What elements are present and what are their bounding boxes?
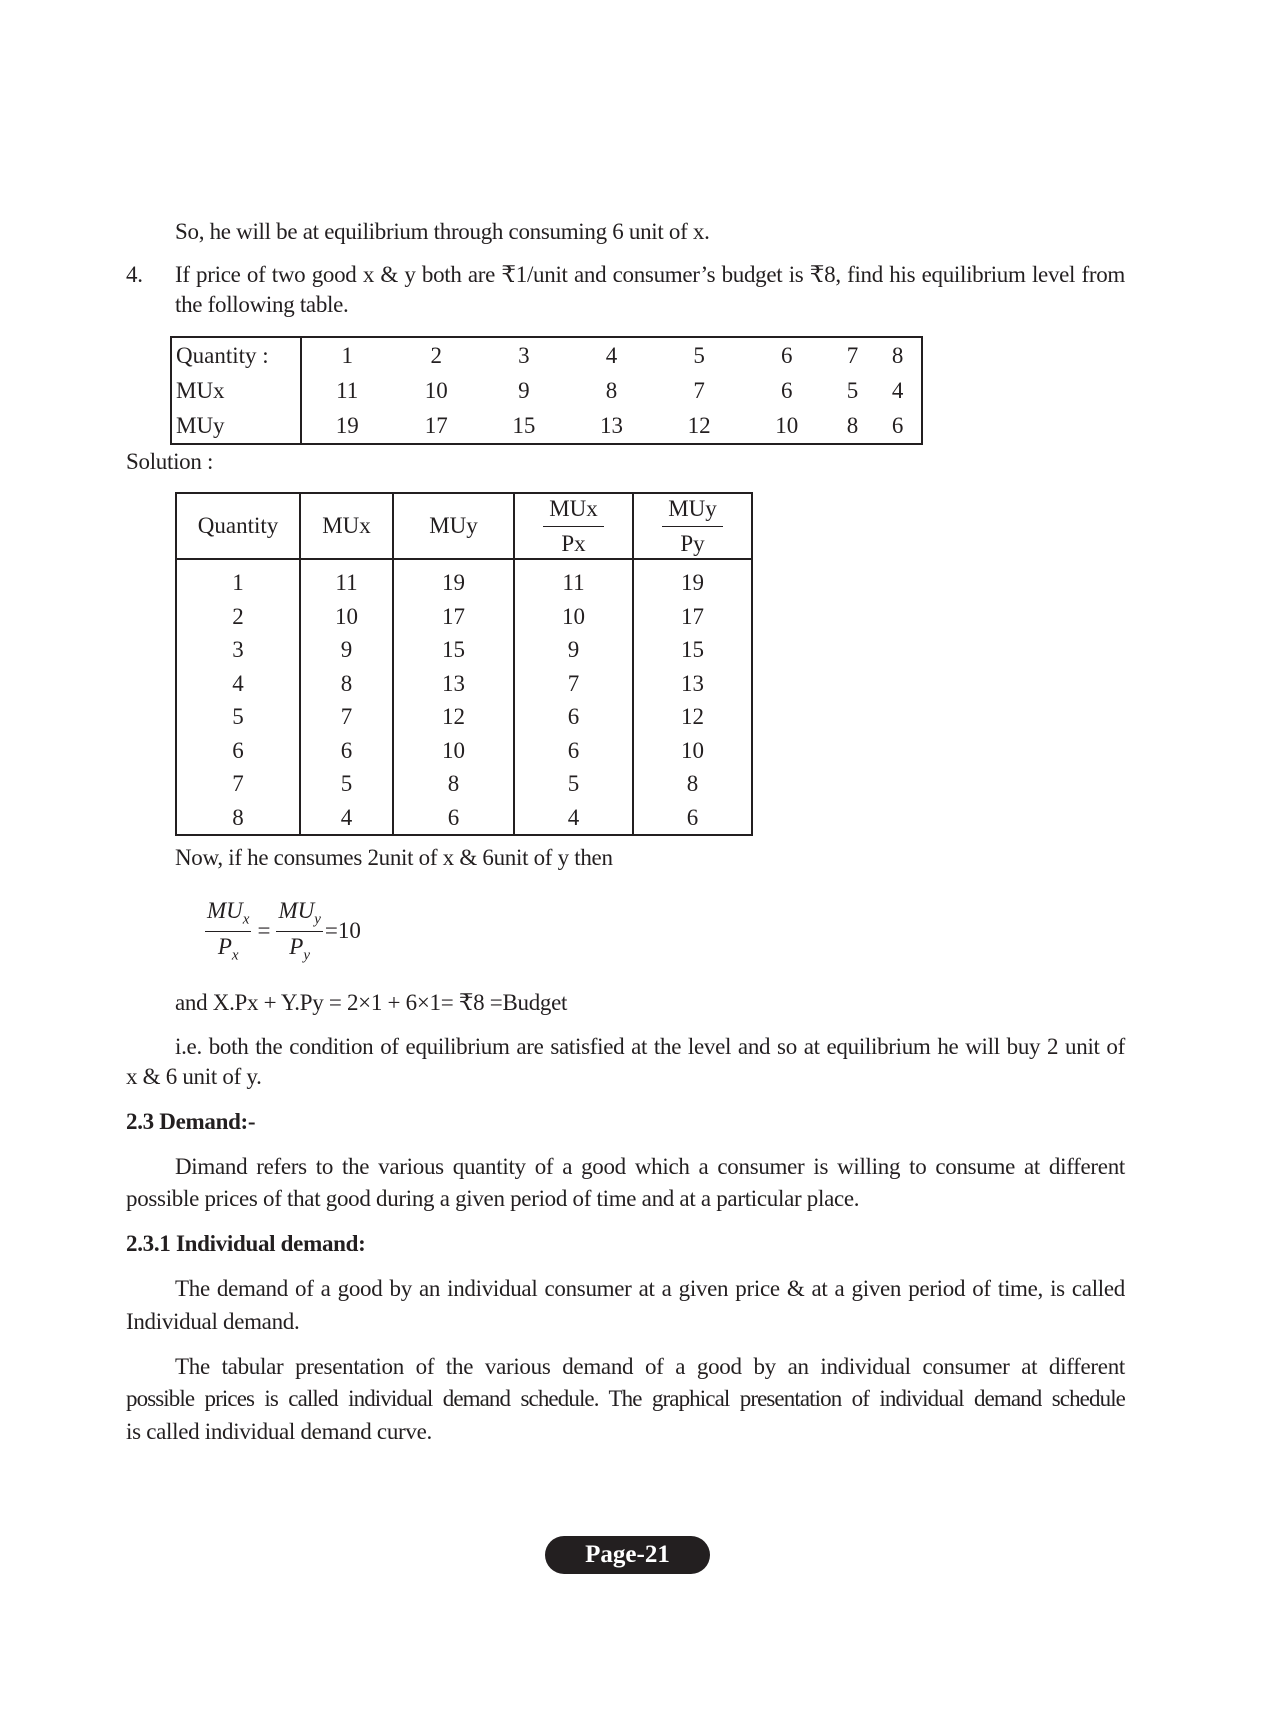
table-cell: 9 <box>514 633 633 667</box>
demand-line-1: Dimand refers to the various quantity of a good which a consumer is willing to consume at different <box>175 1154 1125 1179</box>
table-cell: 4 <box>891 378 904 403</box>
table-cell: 10 <box>633 734 752 768</box>
formula-result: =10 <box>324 918 361 944</box>
table-row <box>171 373 922 408</box>
table-cell: 6 <box>300 734 393 768</box>
fraction-numerator: MUx <box>543 496 604 527</box>
formula-text: MU <box>207 898 243 923</box>
table-cell: 9 <box>300 633 393 667</box>
table-row <box>176 667 752 701</box>
table-cell: 11 <box>514 559 633 600</box>
fraction-denominator: Py <box>680 530 705 556</box>
formula-text: P <box>217 933 232 959</box>
table-row <box>176 633 752 667</box>
table-row <box>176 700 752 734</box>
table-cell: 9 <box>518 378 530 403</box>
table-cell: 10 <box>300 600 393 634</box>
table-cell: 15 <box>633 633 752 667</box>
table-cell: 13 <box>599 413 623 438</box>
table-cell: 4 <box>514 801 633 836</box>
table-row <box>176 600 752 634</box>
table-cell: 4 <box>300 801 393 836</box>
header-mux-px <box>514 493 633 559</box>
table-cell: 13 <box>633 667 752 701</box>
section-heading-individual-demand: 2.3.1 Individual demand: <box>126 1231 366 1256</box>
table-cell: 8 <box>176 801 300 836</box>
table-cell: 4 <box>605 343 618 368</box>
table-cell: 7 <box>176 767 300 801</box>
table-cell: 8 <box>393 767 514 801</box>
table-cell: 17 <box>393 600 514 634</box>
formula-sub: y <box>303 947 311 964</box>
table-cell: 5 <box>846 378 859 403</box>
table-row <box>176 801 752 836</box>
formula-sub: x <box>231 947 239 964</box>
table-row <box>176 734 752 768</box>
table-cell: 3 <box>518 343 530 368</box>
table-cell: 6 <box>633 801 752 836</box>
formula-sub: x <box>242 911 250 928</box>
table-cell: 2 <box>430 343 442 368</box>
table-cell: 6 <box>393 801 514 836</box>
question-number: 4. <box>126 262 143 287</box>
table-row <box>176 767 752 801</box>
table-cell: 5 <box>300 767 393 801</box>
table-cell: 5 <box>514 767 633 801</box>
individual-p2-line-1: The tabular presentation of the various demand of a good by an individual consumer at different <box>175 1354 1125 1379</box>
table-row <box>171 408 922 444</box>
table-cell: 12 <box>393 700 514 734</box>
formula-right-fraction <box>276 898 322 964</box>
fraction-denominator: Px <box>561 530 586 556</box>
formula-sub: y <box>314 911 321 928</box>
question-line-1: If price of two good x & y both are ₹1/unit and consumer’s budget is ₹8, find his equilibrium level from <box>175 262 1125 287</box>
table-row <box>176 559 752 600</box>
ie-line-1: i.e. both the condition of equilibrium are satisfied at the level and so at equilibrium he will buy 2 unit of <box>175 1034 1125 1059</box>
table-row <box>171 337 922 373</box>
individual-p1-line-2: Individual demand. <box>126 1309 300 1334</box>
table-cell: 10 <box>514 600 633 634</box>
row-label: Quantity : <box>171 337 301 373</box>
table-cell: 7 <box>693 378 705 403</box>
formula-left-fraction <box>205 898 251 964</box>
header-muy-py <box>633 493 752 559</box>
table-cell: 3 <box>176 633 300 667</box>
section-heading-demand: 2.3 Demand:- <box>126 1109 256 1134</box>
table-cell: 10 <box>775 413 799 438</box>
formula-equals: = <box>257 918 271 944</box>
table-cell: 5 <box>176 700 300 734</box>
table-cell: 6 <box>514 700 633 734</box>
table-cell: 1 <box>176 559 300 600</box>
individual-p1-line-1: The demand of a good by an individual consumer at a given price & at a given period of time, is called <box>175 1276 1125 1301</box>
solution-table <box>175 492 753 836</box>
table-cell: 19 <box>633 559 752 600</box>
table-cell: 5 <box>693 343 705 368</box>
table-cell: 8 <box>846 413 859 438</box>
table-cell: 2 <box>176 600 300 634</box>
table-cell: 6 <box>514 734 633 768</box>
header-mux: MUx <box>300 493 393 559</box>
table-cell: 8 <box>605 378 618 403</box>
ie-line-2: x & 6 unit of y. <box>126 1064 262 1089</box>
row-label: MUy <box>171 408 301 444</box>
table-cell: 6 <box>176 734 300 768</box>
table-cell: 8 <box>300 667 393 701</box>
table-cell: 6 <box>780 378 793 403</box>
table-cell: 11 <box>300 559 393 600</box>
table-cell: 12 <box>633 700 752 734</box>
table-cell: 6 <box>891 413 904 438</box>
question-line-2: the following table. <box>175 292 349 317</box>
table-cell: 12 <box>687 413 711 438</box>
now-line: Now, if he consumes 2unit of x & 6unit of y then <box>175 845 613 870</box>
row-label: MUx <box>171 373 301 408</box>
table-cell: 8 <box>633 767 752 801</box>
table-cell: 15 <box>393 633 514 667</box>
fraction-numerator: MUy <box>662 496 723 527</box>
header-quantity: Quantity <box>176 493 300 559</box>
individual-p2-line-3: is called individual demand curve. <box>126 1419 432 1444</box>
table-cell: 6 <box>780 343 793 368</box>
table-cell: 8 <box>891 343 904 368</box>
table-cell: 13 <box>393 667 514 701</box>
table-cell: 17 <box>633 600 752 634</box>
table-cell: 10 <box>393 734 514 768</box>
table-cell: 19 <box>393 559 514 600</box>
table-cell: 1 <box>341 343 353 368</box>
header-muy: MUy <box>393 493 514 559</box>
formula-text: P <box>289 933 304 959</box>
formula-text: MU <box>278 898 315 923</box>
individual-p2-line-2: possible prices is called individual demand schedule. The graphical presentation of individual demand schedule <box>126 1386 1125 1411</box>
table-cell: 15 <box>512 413 536 438</box>
table-cell: 19 <box>335 413 359 438</box>
table-cell: 11 <box>336 378 359 403</box>
table-cell: 7 <box>846 343 859 368</box>
intro-line: So, he will be at equilibrium through consuming 6 unit of x. <box>175 219 710 244</box>
given-table <box>170 336 923 445</box>
page-number-badge: Page-21 <box>545 1536 710 1574</box>
equilibrium-formula <box>205 898 361 964</box>
solution-label: Solution : <box>126 449 214 474</box>
table-cell: 7 <box>514 667 633 701</box>
table-cell: 10 <box>424 378 448 403</box>
table-cell: 17 <box>424 413 448 438</box>
table-cell: 4 <box>176 667 300 701</box>
demand-line-2: possible prices of that good during a given period of time and at a particular place. <box>126 1186 860 1211</box>
table-cell: 7 <box>300 700 393 734</box>
budget-line: and X.Px + Y.Py = 2×1 + 6×1= ₹8 =Budget <box>175 990 568 1015</box>
